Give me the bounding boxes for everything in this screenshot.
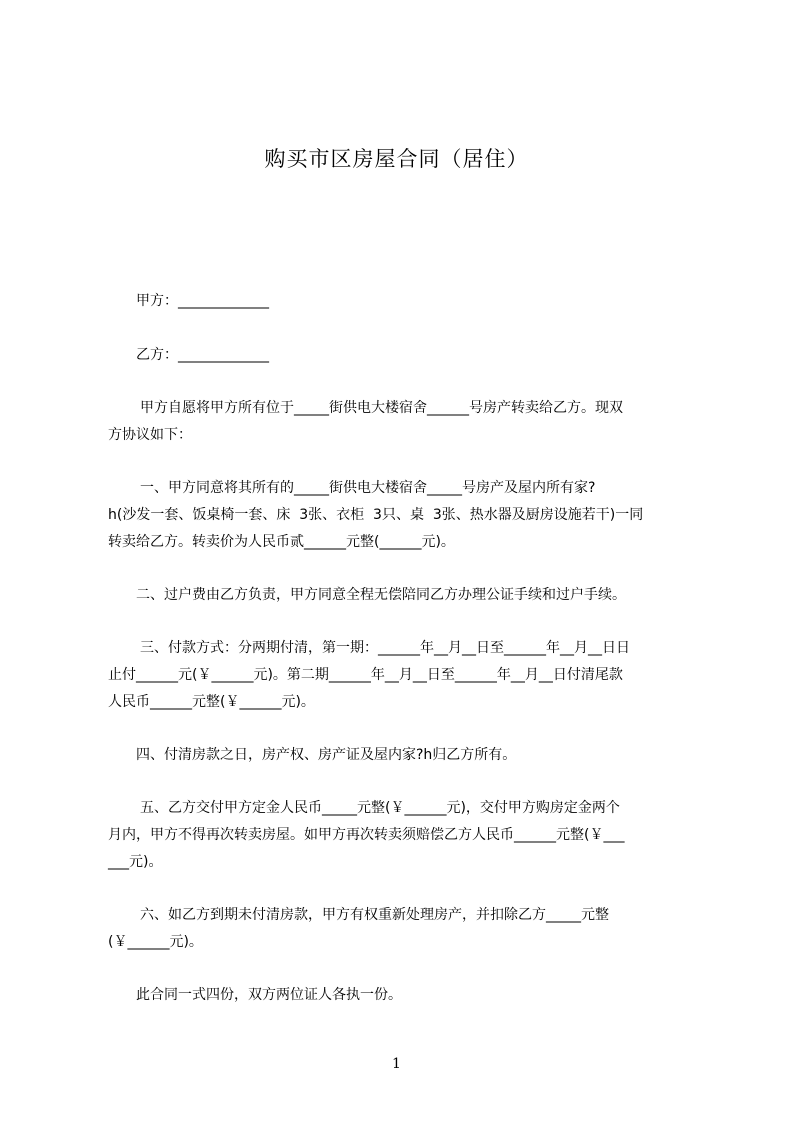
clause-3-line-3: 人民币______元整(￥______元)。 [108, 694, 315, 710]
clause-6-line-2: (￥______元)。 [108, 934, 203, 950]
clause-3-line-1: 三、付款方式：分两期付清，第一期：______年__月__日至______年__月__日日 [140, 640, 630, 656]
clause-4-line-1: 四、付清房款之日，房产权、房产证及屋内家?h归乙方所有。 [136, 747, 517, 763]
clause-5-line-1: 五、乙方交付甲方定金人民币_____元整(￥______元)，交付甲方购房定金两个 [140, 800, 620, 816]
closing-line: 此合同一式四份，双方两位证人各执一份。 [136, 987, 402, 1003]
clause-1-line-1: 一、甲方同意将其所有的_____街供电大楼宿舍_____号房产及屋内所有家? [140, 480, 596, 496]
clause-2-line-1: 二、过户费由乙方负责，甲方同意全程无偿陪同乙方办理公证手续和过户手续。 [136, 587, 626, 603]
clause-5-line-3: ___元)。 [108, 854, 163, 870]
party-a-line: 甲方：_____________ [136, 293, 269, 309]
clause-1-line-3: 转卖给乙方。转卖价为人民币贰______元整(______元)。 [108, 534, 455, 550]
clause-1-line-2: h(沙发一套、饭桌椅一套、床 3张、衣柜 3只、桌 3张、热水器及厨房设施若干)一同 [108, 507, 644, 523]
clause-3-line-2: 止付______元(￥______元)。第二期______年__月__日至______年__月__日付清尾款 [108, 667, 623, 683]
document-title: 购买市区房屋合同（居住） [264, 147, 529, 171]
intro-line-2: 方协议如下： [108, 427, 192, 443]
party-b-line: 乙方：_____________ [136, 347, 269, 363]
intro-line-1: 甲方自愿将甲方所有位于_____街供电大楼宿舍______号房产转卖给乙方。现双 [140, 400, 623, 416]
page-number: 1 [392, 1056, 401, 1072]
clause-6-line-1: 六、如乙方到期未付清房款，甲方有权重新处理房产，并扣除乙方_____元整 [140, 907, 609, 923]
clause-5-line-2: 月内，甲方不得再次转卖房屋。如甲方再次转卖须赔偿乙方人民币______元整(￥___ [108, 827, 625, 843]
